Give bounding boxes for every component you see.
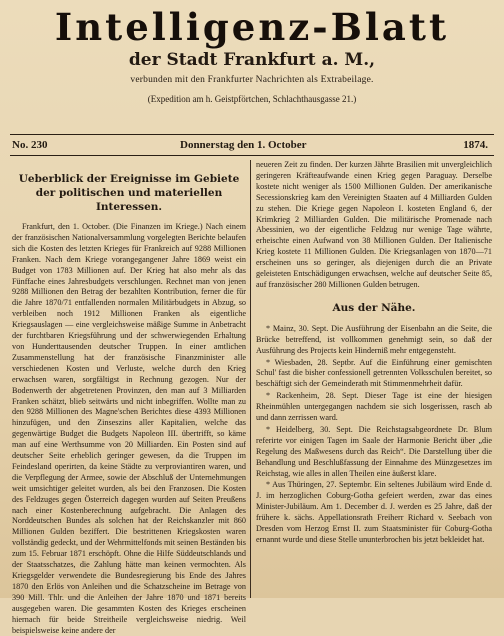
news-item: * Wiesbaden, 28. Septbr. Auf die Einführung einer gemischten Schul' fast die bisher confessionell getrennten Volksschulen bereitet, so beschäftigt sich der Gemeinderath mit Stimmenmehrheit dafür.	[256, 357, 492, 389]
right-heading: Aus der Nähe.	[332, 301, 416, 314]
expedition-note: (Expedition am h. Geistpförtchen, Schlachthausgasse 21.)	[147, 94, 357, 104]
left-heading: Ueberblick der Ereignisse im Gebiete der politischen und materiellen Interessen.	[18, 173, 240, 213]
right-column	[256, 160, 492, 598]
newspaper-title: Intelligenz-Blatt	[54, 5, 450, 49]
rule-top	[10, 134, 494, 135]
news-item: * Heidelberg, 30. Sept. Die Reichstagsabgeordnete Dr. Blum referirte vor einigen Tagen im Saale der Harmonie Bericht über „die Regelung des Maßwesens durch das Reich“. Die Darstellung über die Behandlung und Beschlußfassung der Einnahme des Münzgesetzes im Reichstag, wie alles in allen Theilen eine äußerst klare.	[256, 424, 492, 478]
column-divider	[250, 160, 251, 598]
news-item: * Rackenheim, 28. Sept. Dieser Tage ist eine der hiesigen Rheinmühlen untergegangen nachdem sie sich losgerissen, rasch ab und dann zerrissen ward.	[256, 391, 492, 423]
issue-number: No. 230	[12, 139, 48, 151]
news-item: * Aus Thüringen, 27. Septembr. Ein seltenes Jubiläum wird Ende d. J. im herzoglichen Coburg-Gotha gefeiert werden, zwar das eines Minister-Jubiläum. Am 1. December d. J. werden es 25 Jahre, daß der frühere k. sächs. Appellationsrath Freiherr Richard v. Seebach von Dresden vom Herzog Ernst II. zum Staatsminister für Coburg-Gotha ernannt wurde und diese Stelle ununterbrochen bis jetzt bekleidet hat.	[256, 480, 492, 544]
issue-date: Donnerstag den 1. October	[180, 139, 307, 151]
right-top-paragraph: neueren Zeit zu finden. Der kurzen Jährte Brasilien mit unvergleichlich geringeren Kräfteaufwande einen Krieg gegen Paraguay. Derselbe kostete nicht weniger als 1500 Millionen Gulden. Der amerikanische Secessionskrieg kam den Vereinigten Staaten auf 4 Milliarden Gulden zu stehen. Die Kriege gegen Napoleon I. kosteten England 6, der Krimkrieg 2 Milliarden Gulden. Die militärische Promenade nach Abessinien, wo der eigentliche Feldzug nur wenige Tage währte, erheischte einen Aufwand von 38 Millionen Gulden. Der Italienische Krieg kostete 11 Millionen Gulden. Die Kriegsanlagen von 1870—71 erscheinen uns so geringer, als diejenigen durch die an Private geleisteten Entschädigungen erwachsen, welche auf deutscher Seite 85, auf französischer 280 Millionen Gulden betrugen.	[256, 160, 492, 289]
masthead	[0, 0, 504, 105]
left-column	[12, 160, 246, 635]
issue-year: 1874.	[463, 139, 488, 151]
newspaper-subline: verbunden mit den Frankfurter Nachrichten als Extrabeilage.	[130, 75, 374, 85]
news-item: * Mainz, 30. Sept. Die Ausführung der Eisenbahn an die Seite, die Brücke betreffend, ist vollkommen genehmigt sein, so daß der Ausführung des Projects kein Hinderniß mehr entgegensteht.	[256, 323, 492, 355]
left-paragraph: Frankfurt, den 1. October. (Die Finanzen im Kriege.) Nach einem der französischen Nationalversammlung vorgelegten Berichte belaufen sich die Kosten des letzten Krieges für Frankreich auf 9288 Millionen Franken. Nach dem Kriege vorangegangener Jahre 1869 weist ein Budget von 1783 Millionen auf. Der Krieg hat also mehr als das Fünffache eines Jahresbudgets verschlungen. Rechnet man von jenen 9288 Millionen den Betrag der bezahlten Kontribution, ferner die für die Jahre 1870/71 entfallenden normalen Militärbudgets in Abzug, so verbleiben noch 1912 Millionen Franken als eigentliche Kriegsauslagen — eine vergleichsweise mäßige Summe in Anbetracht der furchtbaren Kriegsführung und der schwerwiegenden Erhaltung von Hunderttausenden deutscher Truppen. In einer amtlichen Zusammenstellung hat der französische Finanzminister alle verschiedenen Kosten und Verluste, welche durch den Krieg erwachsen waren, sorgfältigst in Rechnung gezogen. Nur der Bodenwerth der abgetretenen Provinzen, den man auf 3 Milliarden Franken schätzt, blieb seitwärts und nicht inbegriffen. Wollte man zu den 9288 Millionen des Magne'schen Berichtes diese 4393 Millionen hinzufügen, und den Zinseszins aller Kapitalien, welche das gegenwärtige Budget die Budgets Napoleon III. übertrifft, so käme man auf eine Werthsumme von 20 Milliarden. Ein Posten sind auf deutscher Seite erheblich geringer gewesen, da die Truppen im Feindesland operirten, da keine Städte zu verproviantiren waren, und die Verpflegung der Armee, sowie der Abschluß der Unternehmungen weit umsichtiger geleitet wurden, als bei den Franzosen. Die Kosten des Feldzuges gegen Österreich dagegen wurden auf Seiten Preußens nach einer Kostenberechnung aufgebracht. Die Anlagen des Norddeutschen Bundes als solchen hat der Reichskanzler mit 860 Millionen Gulden beziffert. Die bestrittenen Kriegskosten waren vollständig gedeckt, und der Wehrmittelfonds mit seinen Beständen bis zum 15. Februar 1871 erschöpft. Ohne die Hilfe Süddeutschlands und der Staatsschatzes, die Zahlung hätte man keinen vermochten. Als Kriegsgelder verwendete die Bundesregierung bis Ende des Jahres 1870 den Erlös von Anleihen und die Schatzscheine im Betrage von 390 Mill. Thlr. und die Anleihen der Jahre 1870 und 1871 bereits ausgegeben waren. Die gesammten Kosten des Krieges erscheinen hiernach für beide Streitheile vergleichsweise niedrig. Weil beispielsweise keine andere der	[12, 222, 246, 635]
dateline	[10, 138, 494, 154]
rule-bottom	[10, 155, 494, 156]
newspaper-subtitle: der Stadt Frankfurt a. M.,	[128, 50, 376, 70]
